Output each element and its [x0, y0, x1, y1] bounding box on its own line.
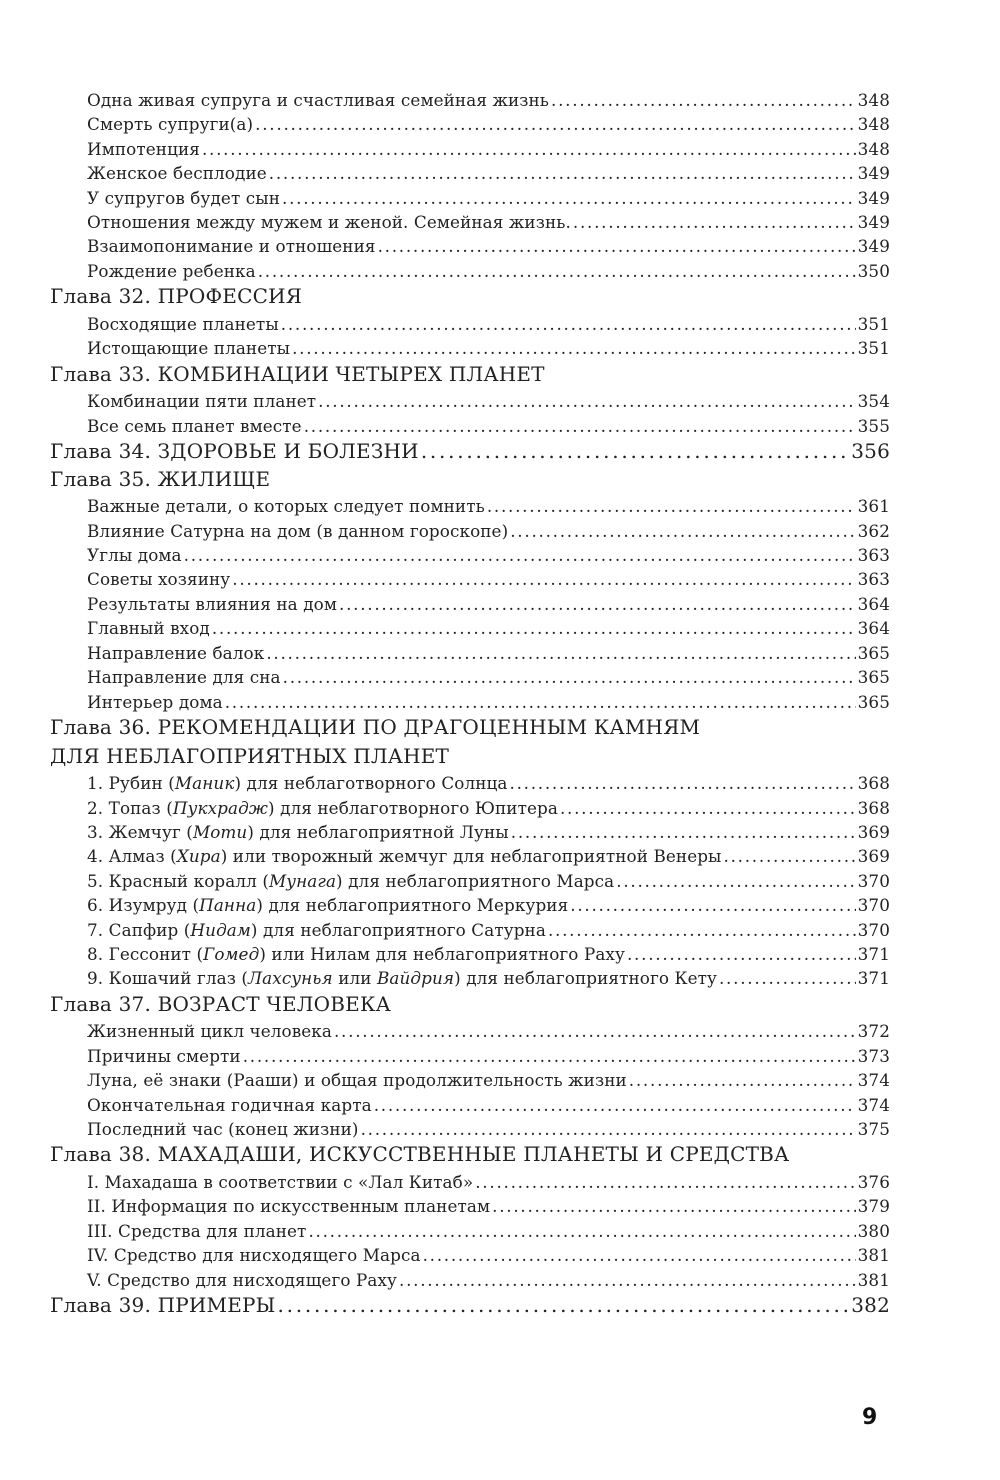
text-segment: Углы дома — [87, 545, 182, 566]
dot-leader — [283, 665, 856, 689]
toc-entry-title — [87, 389, 316, 413]
toc-page-number: 380 — [857, 1220, 890, 1241]
text-segment: Главный вход — [87, 618, 210, 639]
toc-entry — [50, 820, 890, 844]
toc-entry — [50, 1044, 890, 1068]
text-segment: ) для неблагоприятного Марса — [336, 870, 615, 891]
italic-term: Панна — [199, 895, 257, 916]
toc-entry-title — [87, 312, 279, 336]
toc-entry — [50, 869, 890, 893]
toc-entry-title — [87, 665, 281, 689]
toc-entry — [50, 259, 890, 283]
toc-entry — [50, 1117, 890, 1141]
dot-leader — [423, 1243, 856, 1267]
toc-page-number: 349 — [857, 187, 890, 208]
italic-term: Хира — [176, 846, 221, 867]
dot-leader — [202, 137, 856, 161]
toc-entry-title — [87, 1093, 372, 1117]
text-segment: Глава 36. РЕКОМЕНДАЦИИ ПО ДРАГОЦЕННЫМ КАМНЯМ — [50, 714, 701, 739]
toc-chapter-heading — [50, 1292, 890, 1320]
text-segment: 7. Сапфир ( — [87, 919, 191, 940]
text-segment: ) для неблаготворного Солнца — [234, 773, 508, 794]
toc-page-number: 379 — [857, 1196, 890, 1217]
toc-entry-title — [87, 519, 508, 543]
toc-entry-title — [87, 186, 280, 210]
dot-leader — [492, 1194, 856, 1218]
toc-chapter-heading — [50, 438, 890, 466]
toc-entry — [50, 1219, 890, 1243]
dot-leader — [334, 1019, 856, 1043]
dot-leader — [225, 690, 856, 714]
text-segment: Все семь планет вместе — [87, 415, 302, 436]
italic-term: Моти — [192, 821, 248, 842]
text-segment: ) для неблагоприятного Сатурна — [250, 919, 546, 940]
text-segment: У супругов будет сын — [87, 187, 281, 208]
toc-page-number: 365 — [857, 667, 890, 688]
toc-entry — [50, 88, 890, 112]
dot-leader — [719, 966, 856, 990]
toc-entry-title — [87, 543, 182, 567]
dot-leader — [724, 844, 856, 868]
toc-chapter-heading — [50, 743, 890, 771]
dot-leader — [258, 259, 856, 283]
toc-entry-title — [87, 137, 200, 161]
text-segment: 1. Рубин ( — [87, 773, 175, 794]
toc-entry — [50, 918, 890, 942]
toc-page-number: 371 — [857, 943, 890, 964]
text-segment: Интерьер дома — [87, 691, 223, 712]
toc-page-number: 350 — [857, 260, 890, 281]
toc-page-number: 349 — [857, 163, 890, 184]
dot-leader — [475, 1170, 855, 1194]
text-segment: Советы хозяину — [87, 569, 231, 590]
toc-page-number: 370 — [857, 895, 890, 916]
dot-leader — [487, 494, 856, 518]
dot-leader — [361, 1117, 856, 1141]
toc-entry — [50, 567, 890, 591]
toc-entry-title — [87, 1243, 421, 1267]
toc-chapter-heading — [50, 361, 890, 389]
text-segment: 4. Алмаз ( — [87, 846, 177, 867]
toc-page-number: 364 — [857, 618, 890, 639]
text-segment: Последний час (конец жизни) — [87, 1118, 359, 1139]
text-segment: I. Махадаша в соответствии с «Лал Китаб» — [87, 1171, 474, 1192]
toc-entry-title — [87, 616, 210, 640]
toc-entry-title — [50, 438, 419, 466]
toc-entry — [50, 1194, 890, 1218]
italic-term: Нидам — [190, 919, 251, 940]
text-segment: V. Средство для нисходящего Раху — [87, 1269, 398, 1290]
toc-entry-title — [87, 567, 230, 591]
toc-entry-title — [50, 361, 545, 389]
toc-entry — [50, 893, 890, 917]
toc-entry — [50, 543, 890, 567]
text-segment: 6. Изумруд ( — [87, 895, 200, 916]
toc-page-number: 348 — [857, 90, 890, 110]
toc-chapter-heading — [50, 283, 890, 311]
toc-entry-title — [87, 1170, 473, 1194]
toc-entry — [50, 186, 890, 210]
dot-leader — [292, 336, 856, 360]
toc-entry-title — [87, 494, 485, 518]
dot-leader — [318, 389, 856, 413]
text-segment: IV. Средство для нисходящего Марса — [87, 1245, 421, 1266]
toc-entry-title — [87, 592, 337, 616]
toc-entry-title — [87, 1068, 627, 1092]
dot-leader — [266, 641, 855, 665]
dot-leader — [278, 1292, 850, 1320]
dot-leader — [282, 186, 856, 210]
toc-page-number: 361 — [857, 496, 890, 517]
dot-leader — [551, 88, 856, 112]
toc-entry-title — [87, 918, 546, 942]
toc-entry-title — [50, 1141, 789, 1169]
table-of-contents — [50, 88, 890, 1320]
text-segment: или — [332, 968, 377, 989]
toc-page-number: 382 — [851, 1293, 890, 1317]
toc-entry-title — [87, 771, 508, 795]
italic-term: Маник — [174, 773, 235, 794]
toc-page-number: 351 — [857, 313, 890, 334]
text-segment: 3. Жемчуг ( — [87, 821, 193, 842]
toc-entry-title — [50, 1292, 276, 1320]
toc-entry-title — [50, 466, 270, 494]
toc-page-number: 381 — [857, 1269, 890, 1290]
toc-page-number: 348 — [857, 138, 890, 159]
toc-page-number: 376 — [857, 1171, 890, 1192]
text-segment: Глава 34. ЗДОРОВЬЕ И БОЛЕЗНИ — [50, 439, 419, 464]
text-segment: Истощающие планеты — [87, 338, 291, 359]
text-segment: Глава 39. ПРИМЕРЫ — [50, 1293, 276, 1317]
toc-page-number: 354 — [857, 391, 890, 412]
dot-leader — [339, 592, 856, 616]
dot-leader — [629, 1068, 856, 1092]
toc-entry — [50, 966, 890, 990]
toc-entry — [50, 690, 890, 714]
text-segment: Направление для сна — [87, 667, 281, 688]
toc-page-number: 356 — [851, 439, 890, 464]
toc-entry-title — [87, 1219, 306, 1243]
toc-page-number: 381 — [857, 1245, 890, 1266]
toc-entry-title — [87, 161, 267, 185]
toc-chapter-heading — [50, 466, 890, 494]
text-segment: Причины смерти — [87, 1045, 241, 1066]
dot-leader — [421, 438, 849, 466]
toc-chapter-heading — [50, 991, 890, 1019]
toc-entry-title — [87, 336, 290, 360]
toc-entry-title — [50, 714, 700, 742]
toc-entry-title — [87, 1044, 241, 1068]
toc-page-number: 368 — [857, 773, 890, 794]
toc-page-number: 364 — [857, 593, 890, 614]
toc-page-number: 370 — [857, 870, 890, 891]
text-segment: 2. Топаз ( — [87, 797, 173, 818]
dot-leader — [269, 161, 856, 185]
text-segment: ) для неблагоприятного Кету — [454, 968, 717, 989]
text-segment: Важные детали, о которых следует помнить — [87, 496, 485, 517]
toc-page-number: 365 — [857, 642, 890, 663]
dot-leader — [212, 616, 856, 640]
toc-page-number: 374 — [857, 1070, 890, 1091]
dot-leader — [570, 893, 855, 917]
toc-entry-title — [50, 743, 449, 771]
text-segment: Женское бесплодие — [87, 163, 267, 184]
toc-page-number: 372 — [857, 1021, 890, 1042]
toc-page-number: 348 — [857, 114, 890, 135]
toc-page-number: 365 — [857, 691, 890, 712]
toc-page-number: 374 — [857, 1094, 890, 1115]
toc-entry — [50, 312, 890, 336]
toc-chapter-heading — [50, 714, 890, 742]
text-segment: 8. Гессонит ( — [87, 943, 204, 964]
text-segment: ) для неблагоприятного Меркурия — [256, 895, 569, 916]
dot-leader — [560, 796, 856, 820]
dot-leader — [510, 519, 855, 543]
toc-page-number: 368 — [857, 797, 890, 818]
toc-page-number: 371 — [857, 968, 890, 989]
text-segment: II. Информация по искусственным планетам — [87, 1196, 491, 1217]
dot-leader — [184, 543, 856, 567]
text-segment: ДЛЯ НЕБЛАГОПРИЯТНЫХ ПЛАНЕТ — [50, 743, 450, 768]
toc-entry — [50, 1170, 890, 1194]
toc-entry — [50, 519, 890, 543]
toc-entry-title — [87, 966, 717, 990]
dot-leader — [255, 112, 855, 136]
toc-page-number: 375 — [857, 1118, 890, 1139]
text-segment: Направление балок — [87, 642, 265, 663]
dot-leader — [573, 210, 856, 234]
dot-leader — [510, 771, 856, 795]
text-segment: Окончательная годичная карта — [87, 1094, 372, 1115]
toc-chapter-heading — [50, 1141, 890, 1169]
dot-leader — [627, 942, 856, 966]
text-segment: Глава 32. ПРОФЕССИЯ — [50, 284, 303, 309]
text-segment: ) или Нилам для неблагоприятного Раху — [259, 943, 625, 964]
italic-term: Мунага — [268, 870, 337, 891]
text-segment: Луна, её знаки (Рааши) и общая продолжительность жизни — [87, 1070, 627, 1091]
text-segment: ) для неблагоприятной Луны — [247, 821, 509, 842]
toc-entry — [50, 844, 890, 868]
toc-entry-title — [50, 283, 302, 311]
toc-page-number: 362 — [857, 520, 890, 541]
text-segment: Влияние Сатурна на дом (в данном гороскопе) — [87, 520, 509, 541]
dot-leader — [308, 1219, 855, 1243]
text-segment: Глава 33. КОМБИНАЦИИ ЧЕТЫРЕХ ПЛАНЕТ — [50, 361, 545, 386]
toc-entry-title — [87, 1268, 397, 1292]
toc-entry-title — [50, 991, 391, 1019]
text-segment: 9. Кошачий глаз ( — [87, 968, 249, 989]
text-segment: Взаимопонимание и отношения — [87, 236, 376, 257]
text-segment: Отношения между мужем и женой. Семейная жизнь. — [87, 212, 571, 233]
toc-page-number: 369 — [857, 846, 890, 867]
text-segment: ) для неблаготворного Юпитера — [268, 797, 558, 818]
toc-entry — [50, 1019, 890, 1043]
dot-leader — [232, 567, 855, 591]
text-segment: Глава 37. ВОЗРАСТ ЧЕЛОВЕКА — [50, 991, 392, 1016]
toc-entry — [50, 616, 890, 640]
dot-leader — [304, 414, 856, 438]
toc-entry — [50, 1093, 890, 1117]
text-segment: Смерть супруги(а) — [87, 114, 254, 135]
toc-entry — [50, 494, 890, 518]
dot-leader — [378, 234, 856, 258]
toc-entry — [50, 796, 890, 820]
text-segment: Одна живая супруга и счастливая семейная жизнь — [87, 90, 550, 110]
italic-term: Лахсунья — [248, 968, 333, 989]
toc-entry — [50, 234, 890, 258]
toc-entry-title — [87, 844, 722, 868]
toc-page-number: 355 — [857, 415, 890, 436]
toc-entry — [50, 665, 890, 689]
toc-entry-title — [87, 942, 625, 966]
italic-term: Пукхрадж — [172, 797, 268, 818]
toc-entry-title — [87, 414, 302, 438]
toc-entry-title — [87, 641, 264, 665]
dot-leader — [243, 1044, 856, 1068]
toc-page-number: 351 — [857, 338, 890, 359]
toc-entry-title — [87, 690, 223, 714]
text-segment: Импотенция — [87, 138, 200, 159]
toc-page-number: 349 — [857, 236, 890, 257]
toc-entry-title — [87, 820, 509, 844]
dot-leader — [548, 918, 856, 942]
toc-entry-title — [87, 1194, 490, 1218]
text-segment: III. Средства для планет — [87, 1220, 307, 1241]
toc-entry — [50, 210, 890, 234]
toc-entry — [50, 112, 890, 136]
toc-entry-title — [87, 1117, 359, 1141]
toc-page-number: 373 — [857, 1045, 890, 1066]
italic-term: Гомед — [203, 943, 260, 964]
toc-entry — [50, 336, 890, 360]
toc-entry — [50, 942, 890, 966]
toc-page-number: 349 — [857, 212, 890, 233]
toc-entry — [50, 137, 890, 161]
toc-entry-title — [87, 1019, 332, 1043]
toc-entry — [50, 641, 890, 665]
toc-entry — [50, 414, 890, 438]
dot-leader — [616, 869, 855, 893]
text-segment: ) или творожный жемчуг для неблагоприятной Венеры — [220, 846, 722, 867]
toc-entry-title — [87, 796, 558, 820]
toc-entry-title — [87, 234, 376, 258]
toc-entry — [50, 592, 890, 616]
text-segment: Глава 38. МАХАДАШИ, ИСКУССТВЕННЫЕ ПЛАНЕТЫ И СРЕДСТВА — [50, 1142, 790, 1167]
toc-entry-title — [87, 259, 256, 283]
toc-page-number: 370 — [857, 919, 890, 940]
dot-leader — [374, 1093, 856, 1117]
page-number: 9 — [862, 1405, 878, 1430]
toc-entry-title — [87, 210, 571, 234]
toc-page-number: 363 — [857, 569, 890, 590]
italic-term: Вайдрия — [376, 968, 455, 989]
toc-entry-title — [87, 869, 614, 893]
toc-entry-title — [87, 893, 568, 917]
text-segment: Результаты влияния на дом — [87, 593, 337, 614]
toc-entry — [50, 1268, 890, 1292]
toc-entry — [50, 1243, 890, 1267]
toc-entry — [50, 161, 890, 185]
text-segment: Глава 35. ЖИЛИЩЕ — [50, 466, 271, 491]
dot-leader — [281, 312, 856, 336]
toc-entry — [50, 389, 890, 413]
toc-entry — [50, 1068, 890, 1092]
toc-entry — [50, 771, 890, 795]
toc-page-number: 363 — [857, 545, 890, 566]
toc-page-number: 369 — [857, 821, 890, 842]
text-segment: 5. Красный коралл ( — [87, 870, 269, 891]
text-segment: Восходящие планеты — [87, 313, 279, 334]
dot-leader — [511, 820, 856, 844]
text-segment: Рождение ребенка — [87, 260, 256, 281]
text-segment: Жизненный цикл человека — [87, 1021, 332, 1042]
toc-entry-title — [87, 112, 253, 136]
toc-entry-title — [87, 88, 549, 112]
dot-leader — [399, 1268, 856, 1292]
text-segment: Комбинации пяти планет — [87, 391, 317, 412]
